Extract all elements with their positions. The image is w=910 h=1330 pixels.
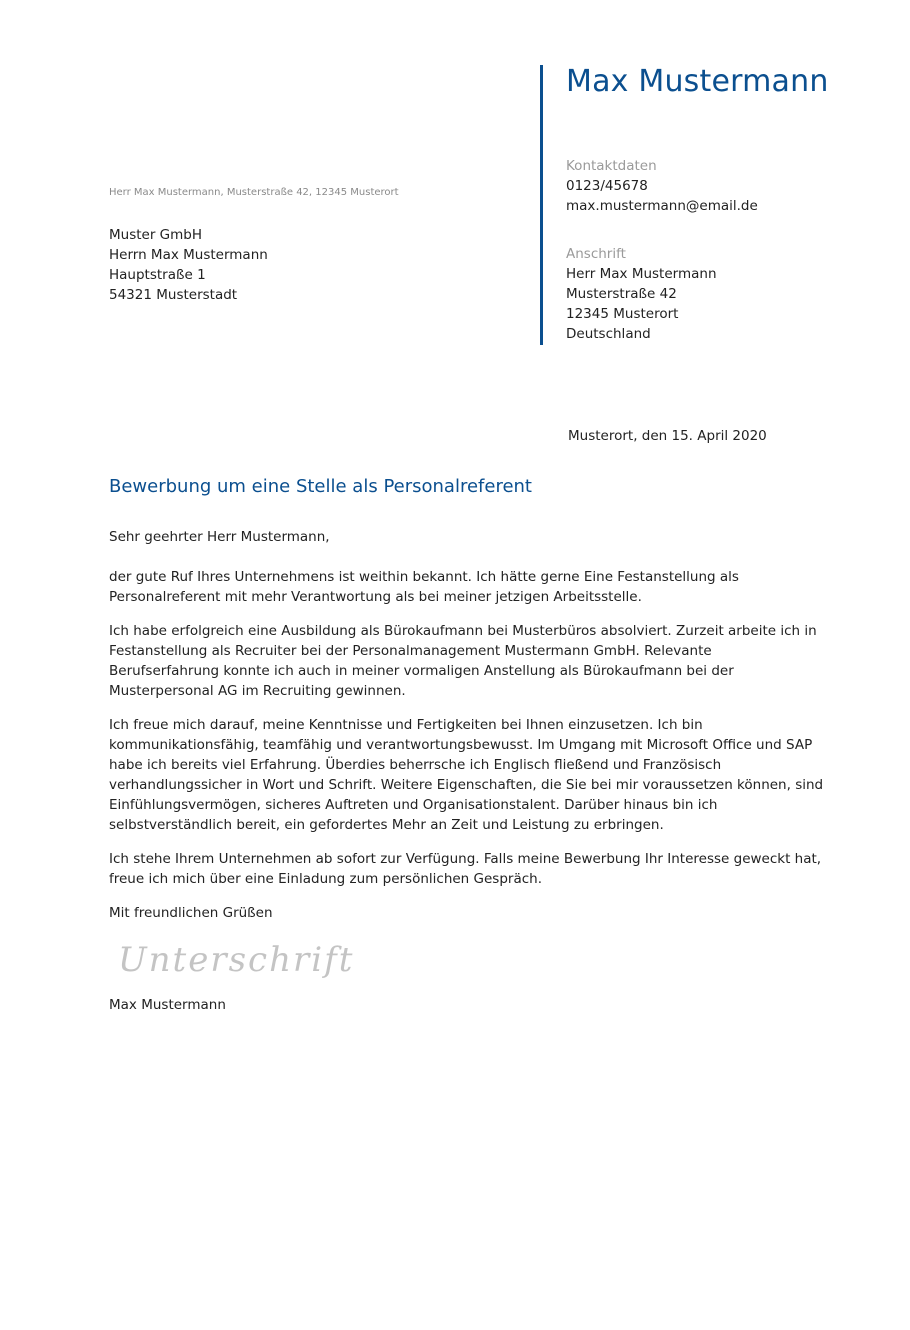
signature-image: Unterschrift <box>118 940 355 980</box>
signer-name: Max Mustermann <box>109 997 226 1013</box>
address-block <box>566 244 717 344</box>
body-paragraph: der gute Ruf Ihres Unternehmens ist weithin bekannt. Ich hätte gerne Eine Festanstellung als Personalreferent mit mehr Verantwortung als bei meiner jetzigen Arbeitsstelle. <box>109 569 739 605</box>
address-line-street: Musterstraße 42 <box>566 286 677 302</box>
contact-block <box>566 156 758 216</box>
address-line-name: Herr Max Mustermann <box>566 266 717 282</box>
sender-line: Herr Max Mustermann, Musterstraße 42, 12345 Musterort <box>109 187 399 198</box>
header-accent-bar <box>540 65 543 345</box>
recipient-company: Muster GmbH <box>109 227 203 243</box>
closing: Mit freundlichen Grüßen <box>109 905 273 921</box>
body-paragraph: Ich freue mich darauf, meine Kenntnisse und Fertigkeiten bei Ihnen einzusetzen. Ich bin kommunikationsfähig, teamfähig und verantwortungsbewusst. Im Umgang mit Microsoft Office und SAP habe ich bereits viel Erfahrung. Überdies beherrsche ich Englisch fließend und Französisch verhandlungssicher in Wort und Schrift. Weitere Eigenschaften, die Sie bei mir voraussetzen können, sind Einfühlungsvermögen, sicheres Auftreten und Organisationstalent. Darüber hinaus bin ich selbstverständlich bereit, ein gefordertes Mehr an Zeit und Leistung zu erbringen. <box>109 717 824 833</box>
address-line-city: 12345 Musterort <box>566 306 679 322</box>
letter-subject: Bewerbung um eine Stelle als Personalreferent <box>109 476 532 497</box>
recipient-street: Hauptstraße 1 <box>109 267 206 283</box>
recipient-address <box>109 225 268 305</box>
contact-email: max.mustermann@email.de <box>566 198 758 214</box>
contact-heading: Kontaktdaten <box>566 158 657 174</box>
address-line-country: Deutschland <box>566 326 651 342</box>
applicant-name: Max Mustermann <box>566 64 829 99</box>
letter-date: Musterort, den 15. April 2020 <box>568 428 767 444</box>
recipient-city: 54321 Musterstadt <box>109 287 238 303</box>
address-heading: Anschrift <box>566 246 626 262</box>
contact-phone: 0123/45678 <box>566 178 648 194</box>
salutation: Sehr geehrter Herr Mustermann, <box>109 529 330 545</box>
body-paragraph: Ich stehe Ihrem Unternehmen ab sofort zur Verfügung. Falls meine Bewerbung Ihr Interesse geweckt hat, freue ich mich über eine Einladung zum persönlichen Gespräch. <box>109 851 822 887</box>
recipient-person: Herrn Max Mustermann <box>109 247 268 263</box>
letter-body <box>109 527 824 937</box>
body-paragraph: Ich habe erfolgreich eine Ausbildung als Bürokaufmann bei Musterbüros absolviert. Zurzeit arbeite ich in Festanstellung als Recruiter bei der Personalmanagement Mustermann GmbH. Relevante Berufserfahrung konnte ich auch in meiner vormaligen Anstellung als Bürokaufmann bei der Musterpersonal AG im Recruiting gewinnen. <box>109 623 817 699</box>
